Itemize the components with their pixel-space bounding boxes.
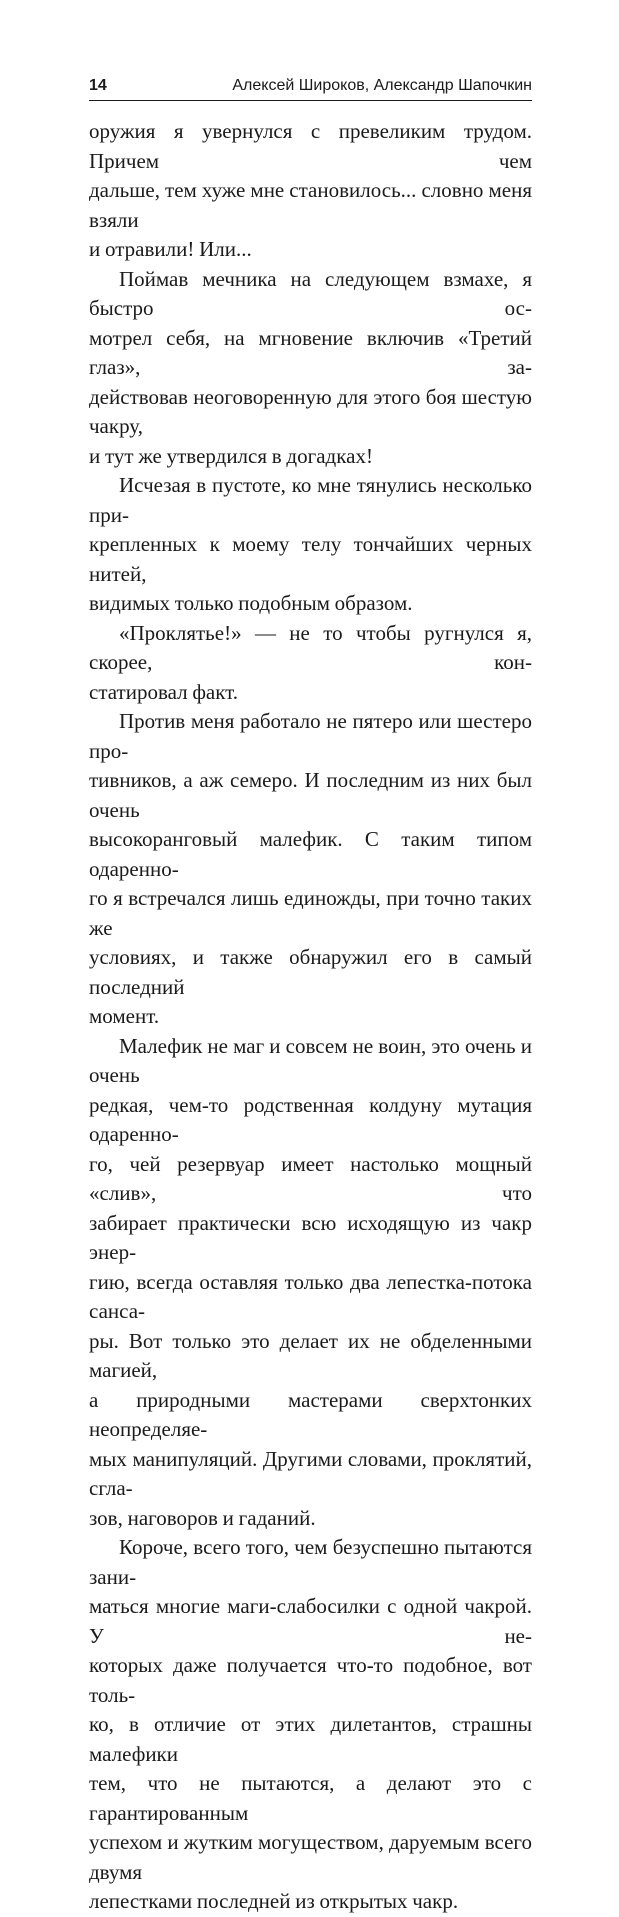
text-line-content: ры. Вот только это делает их не обделенными магией, xyxy=(89,1328,532,1382)
text-line xyxy=(89,678,532,708)
text-line xyxy=(89,1091,532,1150)
text-line xyxy=(89,1327,532,1386)
text-line-content: Исчезая в пустоте, ко мне тянулись несколько при- xyxy=(89,473,532,527)
text-line-content: гию, всегда оставляя только два лепестка-потока санса- xyxy=(89,1269,532,1323)
text-line-content: мотрел себя, на мгновение включив «Третий глаз», за- xyxy=(89,325,532,379)
text-line-content: и отравили! Или... xyxy=(89,237,252,261)
text-line xyxy=(89,1887,532,1917)
text-line-content: мых манипуляций. Другими словами, проклятий, сгла- xyxy=(89,1446,532,1500)
text-line-content: Малефик не маг и совсем не воин, это очень и очень xyxy=(89,1033,532,1087)
text-line xyxy=(89,265,532,324)
text-line xyxy=(89,383,532,442)
text-line-content: тивников, а аж семеро. И последним из них был очень xyxy=(89,768,532,822)
text-line xyxy=(89,1710,532,1769)
text-line-content: которых даже получается что-то подобное, вот толь- xyxy=(89,1653,532,1707)
text-line xyxy=(89,589,532,619)
text-line xyxy=(89,1445,532,1504)
text-line xyxy=(89,1533,532,1592)
running-title: Алексей Широков, Александр Шапочкин xyxy=(232,77,532,94)
text-line xyxy=(89,1032,532,1091)
text-line-content: ко, в отличие от этих дилетантов, страшны малефики xyxy=(89,1712,532,1766)
running-head xyxy=(89,74,532,98)
text-line xyxy=(89,117,532,176)
text-line xyxy=(89,1651,532,1710)
text-line-content: дальше, тем хуже мне становилось... словно меня взяли xyxy=(89,178,532,232)
text-line-content: Поймав мечника на следующем взмахе, я быстро ос- xyxy=(89,266,532,320)
text-line xyxy=(89,1592,532,1651)
text-line-content: и тут же утвердился в догадках! xyxy=(89,443,373,468)
text-line-content: Против меня работало не пятеро или шестеро про- xyxy=(89,709,532,763)
text-line-content: редкая, чем-то родственная колдуну мутация одаренно- xyxy=(89,1092,532,1146)
text-line-content: видимых только подобным образом. xyxy=(89,591,413,615)
text-line-content: действовав неоговоренную для этого боя шестую чакру, xyxy=(89,384,532,438)
text-line-content: высокоранговый малефик. С таким типом одаренно- xyxy=(89,827,532,881)
text-line xyxy=(89,619,532,678)
text-line-content: забирает практически всю исходящую из чакр энер- xyxy=(89,1210,532,1264)
text-line xyxy=(89,471,532,530)
text-line xyxy=(89,1769,532,1828)
text-line xyxy=(89,442,532,472)
text-line xyxy=(89,1150,532,1209)
text-line-content: оружия я увернулся с превеликим трудом. Причем чем xyxy=(89,119,532,173)
text-line-content: зов, наговоров и гаданий. xyxy=(89,1505,316,1530)
text-line-content: маться многие маги-слабосилки с одной чакрой. У не- xyxy=(89,1594,532,1648)
text-line xyxy=(89,324,532,383)
text-line xyxy=(89,530,532,589)
text-line-content: успехом и жутким могуществом, даруемым всего двумя xyxy=(89,1830,532,1884)
text-line-content: статировал факт. xyxy=(89,679,239,704)
text-line-content: го я встречался лишь единожды, при точно таких же xyxy=(89,886,532,940)
text-line xyxy=(89,176,532,235)
text-line-content: момент. xyxy=(89,1004,160,1028)
text-line xyxy=(89,825,532,884)
body-text xyxy=(89,117,532,1917)
page-number: 14 xyxy=(89,77,107,94)
text-line-content: а природными мастерами сверхтонких неопределяе- xyxy=(89,1387,532,1441)
text-line-content: го, чей резервуар имеет настолько мощный «слив», что xyxy=(89,1151,532,1205)
text-line xyxy=(89,766,532,825)
text-line xyxy=(89,1828,532,1887)
text-line xyxy=(89,1209,532,1268)
text-line xyxy=(89,1386,532,1445)
text-line-content: крепленных к моему телу тончайших черных нитей, xyxy=(89,532,532,586)
text-line xyxy=(89,884,532,943)
text-line xyxy=(89,1002,532,1032)
header-rule xyxy=(89,100,532,101)
text-line-content: «Проклятье!» — не то чтобы ругнулся я, скорее, кон- xyxy=(89,620,532,674)
text-line xyxy=(89,235,532,265)
text-line-content: лепестками последней из открытых чакр. xyxy=(89,1889,459,1913)
text-line xyxy=(89,1268,532,1327)
text-line xyxy=(89,707,532,766)
text-line xyxy=(89,943,532,1002)
text-line-content: Короче, всего того, чем безуспешно пытаются зани- xyxy=(89,1535,532,1589)
text-line-content: тем, что не пытаются, а делают это с гарантированным xyxy=(89,1771,532,1825)
text-line-content: условиях, и также обнаружил его в самый последний xyxy=(89,945,532,999)
text-line xyxy=(89,1504,532,1534)
